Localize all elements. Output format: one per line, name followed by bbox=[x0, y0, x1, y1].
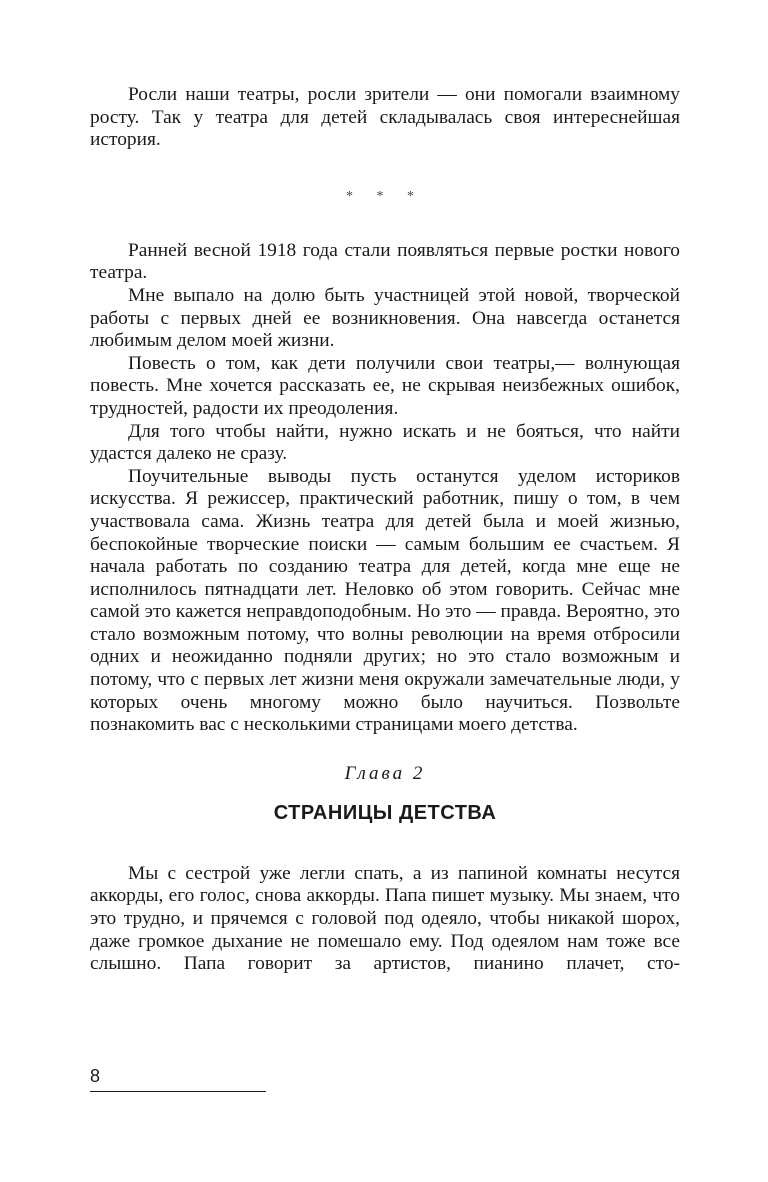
paragraph-conclusions: Поучительные выводы пусть останутся уделом историков искусства. Я режиссер, практический работник, пишу о том, в чем участвовала сама. Жизнь театра для детей была и моей жизнью, беспокойные творческие поиски — самым большим ее счастьем. Я начала работать по созданию театра для детей, когда мне еще не исполнилось пятнадцати лет. Неловко об этом говорить. Сейчас мне самой это кажется неправдоподобным. Но это — правда. Вероятно, это стало возможным потому, что волны революции на время отбросили одних и неожиданно подняли других; но это стало возможным и потому, что с первых лет жизни меня окружали замечательные люди, у которых очень многому можно было научиться. Позвольте познакомить вас с несколькими страницами моего детства. bbox=[90, 465, 680, 736]
footer-rule bbox=[90, 1091, 266, 1092]
book-page bbox=[90, 84, 680, 976]
paragraph-spring-1918: Ранней весной 1918 года стали появляться первые ростки нового театра. bbox=[90, 239, 680, 284]
page-number: 8 bbox=[90, 1066, 101, 1086]
chapter-label: Глава 2 bbox=[344, 762, 426, 784]
paragraph-childhood: Мы с сестрой уже легли спать, а из папиной комнаты несутся аккорды, его голос, снова аккорды. Папа пишет музыку. Мы знаем, что это трудно, и прячемся с головой под одеяло, чтобы никакой шорох, даже громкое дыхание не помешало ему. Под одеялом нам тоже все слышно. Папа говорит за артистов, пианино плачет, сто- bbox=[90, 862, 680, 975]
paragraph-theaters-grew: Росли наши театры, росли зрители — они помогали взаимному росту. Так у театра для детей складывалась своя интереснейшая история. bbox=[90, 84, 680, 151]
paragraph-story: Повесть о том, как дети получили свои театры,— волнующая повесть. Мне хочется рассказать ее, не скрывая неизбежных ошибок, трудностей, радости их преодоления. bbox=[90, 352, 680, 419]
paragraph-to-find: Для того чтобы найти, нужно искать и не бояться, что найти удастся далеко не сразу. bbox=[90, 420, 680, 465]
section-separator: * * * bbox=[346, 188, 424, 204]
paragraph-participant: Мне выпало на долю быть участницей этой новой, творческой работы с первых дней ее возникновения. Она навсегда останется любимым делом моей жизни. bbox=[90, 284, 680, 352]
chapter-title: СТРАНИЦЫ ДЕТСТВА bbox=[273, 801, 497, 824]
